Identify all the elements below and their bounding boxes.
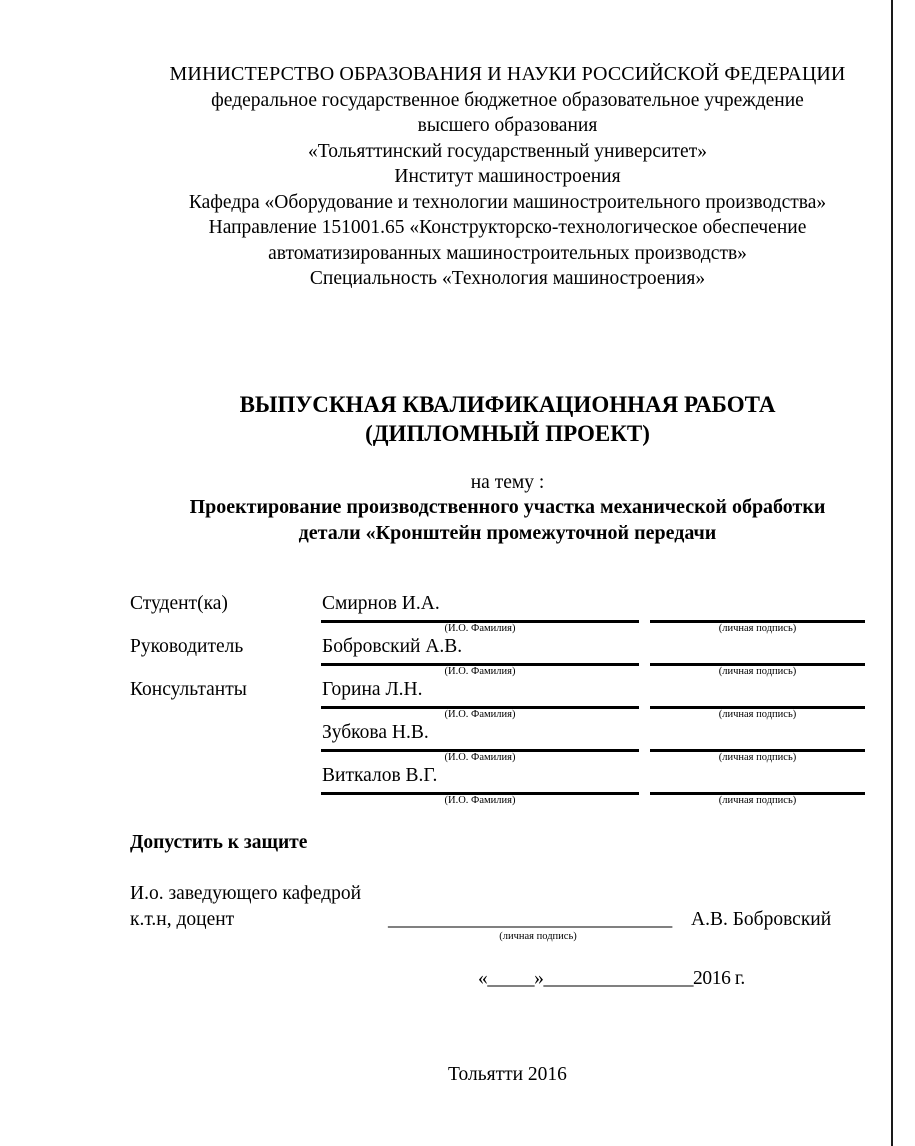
- signature-row: [130, 719, 885, 762]
- work-title-line-2: (ДИПЛОМНЫЙ ПРОЕКТ): [365, 421, 650, 446]
- work-title-line-1: ВЫПУСКНАЯ КВАЛИФИКАЦИОННАЯ РАБОТА: [239, 392, 776, 417]
- topic-title: [140, 494, 875, 546]
- signature-role-label: Руководитель: [130, 636, 244, 657]
- program-line-1: Направление 151001.65 «Конструкторско-технологическое обеспечение: [208, 217, 807, 238]
- approval-signature-rule: _______________________________: [388, 909, 672, 930]
- institution-line-2: высшего образования: [417, 115, 598, 136]
- institution-line-1: федеральное государственное бюджетное образовательное учреждение: [211, 89, 804, 111]
- signature-mark-caption: (личная подпись): [718, 709, 797, 720]
- institution-header: [130, 62, 885, 292]
- signature-row: [130, 633, 885, 676]
- signature-name-caption: (И.О. Фамилия): [444, 709, 516, 720]
- signature-mark-caption: (личная подпись): [718, 623, 797, 634]
- signature-row: [130, 590, 885, 633]
- signature-row: [130, 762, 885, 805]
- topic-title-line-1: Проектирование производственного участка механической обработки: [189, 496, 826, 518]
- approval-role: И.о. заведующего кафедрой: [130, 883, 362, 904]
- signature-name-caption: (И.О. Фамилия): [444, 666, 516, 677]
- signature-person-name: Смирнов И.А.: [322, 593, 440, 614]
- institute-name: Институт машиностроения: [394, 166, 621, 187]
- approval-heading: Допустить к защите: [130, 832, 308, 853]
- approval-degree: к.т.н, доцент: [130, 909, 235, 930]
- program-line-2: автоматизированных машиностроительных производств»: [268, 242, 747, 264]
- signature-name-caption: (И.О. Фамилия): [444, 752, 516, 763]
- signature-block: [130, 590, 885, 805]
- speciality-name: Специальность «Технология машиностроения»: [309, 268, 706, 289]
- page-right-edge-rule: [891, 0, 893, 1146]
- date-line: «_____»________________2016 г.: [478, 968, 745, 989]
- signature-role-label: Консультанты: [130, 679, 247, 700]
- signature-mark-caption: (личная подпись): [718, 666, 797, 677]
- signature-name-caption: (И.О. Фамилия): [444, 623, 516, 634]
- university-name: «Тольяттинский государственный университет»: [308, 140, 707, 162]
- signature-name-caption: (И.О. Фамилия): [444, 795, 516, 806]
- ministry-line: МИНИСТЕРСТВО ОБРАЗОВАНИЯ И НАУКИ РОССИЙСКОЙ ФЕДЕРАЦИИ: [169, 63, 846, 85]
- topic-title-line-2: детали «Кронштейн промежуточной передачи: [298, 522, 717, 544]
- footer-city-year: Тольятти 2016: [448, 1064, 567, 1085]
- signature-role-label: Студент(ка): [130, 593, 228, 614]
- signature-person-name: Зубкова Н.В.: [322, 722, 429, 743]
- signature-person-name: Бобровский А.В.: [322, 636, 463, 657]
- work-title: [130, 390, 885, 448]
- signature-mark-caption: (личная подпись): [718, 752, 797, 763]
- signature-row: [130, 676, 885, 719]
- approval-signature-caption: (личная подпись): [499, 931, 577, 942]
- topic-label: на тему :: [470, 472, 545, 493]
- approval-signer-name: А.В. Бобровский: [691, 909, 832, 930]
- signature-person-name: Горина Л.Н.: [322, 679, 423, 700]
- signature-person-name: Виткалов В.Г.: [322, 765, 438, 786]
- signature-mark-caption: (личная подпись): [718, 795, 797, 806]
- department-name: Кафедра «Оборудование и технологии машиностроительного производства»: [188, 191, 827, 213]
